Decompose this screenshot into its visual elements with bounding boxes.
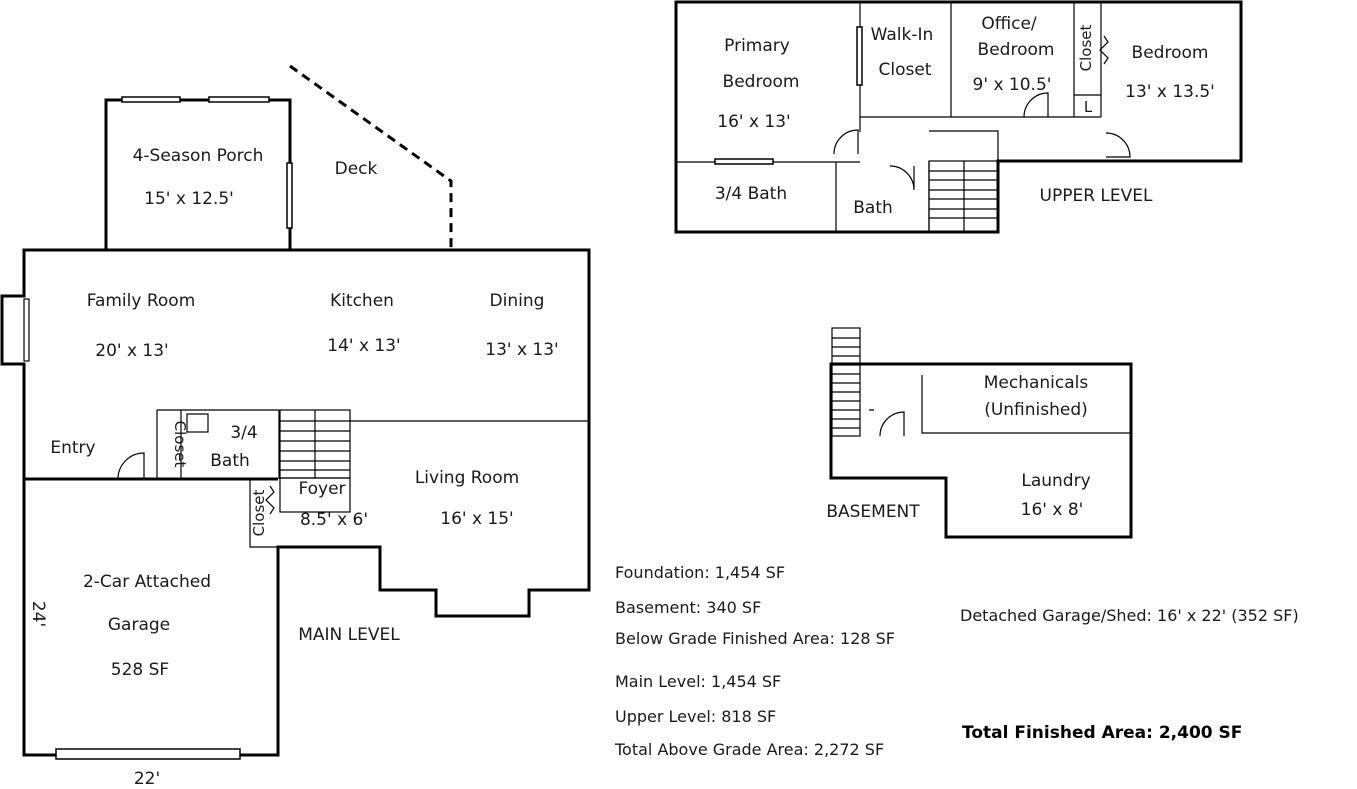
upper-level-stat: Upper Level: 818 SF	[615, 707, 777, 726]
office-size: 9' x 10.5'	[972, 75, 1052, 95]
laundry-size: 16' x 8'	[1020, 500, 1084, 520]
primary-door-swing	[834, 130, 858, 154]
kitchen-name: Kitchen	[330, 291, 394, 311]
upper-bath-window	[715, 159, 773, 164]
garage-line1: 2-Car Attached	[82, 572, 212, 592]
foundation-stat: Foundation: 1,454 SF	[615, 563, 786, 582]
porch-size: 15' x 12.5'	[144, 189, 234, 209]
dining-name: Dining	[489, 291, 545, 311]
primary-bedroom-line2: Bedroom	[722, 72, 800, 92]
office-line2: Bedroom	[977, 40, 1055, 60]
linen-closet-label: L	[1083, 98, 1093, 116]
office-line1: Office/	[981, 14, 1037, 34]
bedroom-name: Bedroom	[1131, 43, 1209, 63]
mechanicals-line2: (Unfinished)	[984, 400, 1088, 420]
entry-door-swing	[118, 453, 144, 479]
deck-outline	[290, 66, 451, 250]
family-room-name: Family Room	[86, 291, 196, 311]
area-summary	[614, 563, 1299, 759]
deck-name: Deck	[334, 159, 378, 179]
basement-stairs	[832, 328, 860, 436]
kitchen-size: 14' x 13'	[327, 336, 401, 356]
garage-door	[56, 749, 240, 759]
laundry-name: Laundry	[1021, 471, 1091, 491]
basement-label: BASEMENT	[826, 502, 920, 522]
family-room-size: 20' x 13'	[95, 341, 169, 361]
basement-stairs-treads	[832, 338, 860, 428]
main-stairs-treads	[280, 410, 350, 478]
upper-bath-label: Bath	[853, 198, 893, 218]
office-door-swing	[1024, 93, 1048, 117]
bedroom-size: 13' x 13.5'	[1125, 82, 1215, 102]
upper-bath34-label: 3/4 Bath	[714, 184, 788, 204]
basement-plan	[826, 328, 1131, 537]
dining-size: 13' x 13'	[485, 340, 559, 360]
detached-garage-stat: Detached Garage/Shed: 16' x 22' (352 SF)	[960, 606, 1299, 625]
main-level-label: MAIN LEVEL	[298, 625, 400, 645]
primary-bedroom-line1: Primary	[724, 36, 790, 56]
total-finished-area: Total Finished Area: 2,400 SF	[962, 723, 1243, 743]
fireplace	[24, 299, 29, 361]
porch-window-1	[122, 97, 180, 102]
upper-stairs-treads	[929, 161, 998, 232]
porch-sliding-door	[287, 163, 292, 228]
bath-toilet	[187, 414, 208, 432]
living-room-name: Living Room	[414, 468, 520, 488]
walkin-closet-line2: Closet	[878, 60, 932, 80]
main-exterior-walls	[2, 250, 589, 755]
main-level-stat: Main Level: 1,454 SF	[615, 672, 782, 691]
main-bath-line2: Bath	[210, 451, 250, 471]
foyer-closet-label: Closet	[250, 489, 268, 537]
foyer-name: Foyer	[298, 479, 346, 499]
main-closet-label: Closet	[171, 420, 189, 468]
primary-bedroom-size: 16' x 13'	[717, 112, 791, 132]
mechanical-door-swing	[869, 410, 904, 436]
garage-area: 528 SF	[110, 660, 170, 680]
below-grade-stat: Below Grade Finished Area: 128 SF	[615, 629, 896, 648]
foyer-size: 8.5' x 6'	[299, 510, 369, 530]
bedroom-door-swing	[1106, 133, 1130, 157]
main-bath-line1: 3/4	[230, 423, 258, 443]
living-room-size: 16' x 15'	[440, 509, 514, 529]
upper-level-plan	[676, 2, 1241, 232]
entry-name: Entry	[50, 438, 96, 458]
porch-window-2	[209, 97, 269, 102]
basement-stat: Basement: 340 SF	[615, 598, 762, 617]
above-grade-stat: Total Above Grade Area: 2,272 SF	[615, 740, 885, 759]
garage-line2: Garage	[107, 615, 171, 635]
porch-walls	[106, 100, 290, 250]
upper-level-label: UPPER LEVEL	[1039, 186, 1153, 206]
porch-name: 4-Season Porch	[132, 146, 264, 166]
walkin-closet-window	[857, 27, 862, 85]
main-level-plan	[2, 66, 589, 789]
walkin-closet-line1: Walk-In	[870, 25, 934, 45]
garage-width-dimension: 22'	[133, 769, 161, 789]
upper-closet-label: Closet	[1077, 24, 1095, 72]
bath-door-swing	[890, 166, 914, 190]
mechanicals-line1: Mechanicals	[983, 373, 1089, 393]
garage-depth-dimension: 24'	[28, 600, 48, 628]
